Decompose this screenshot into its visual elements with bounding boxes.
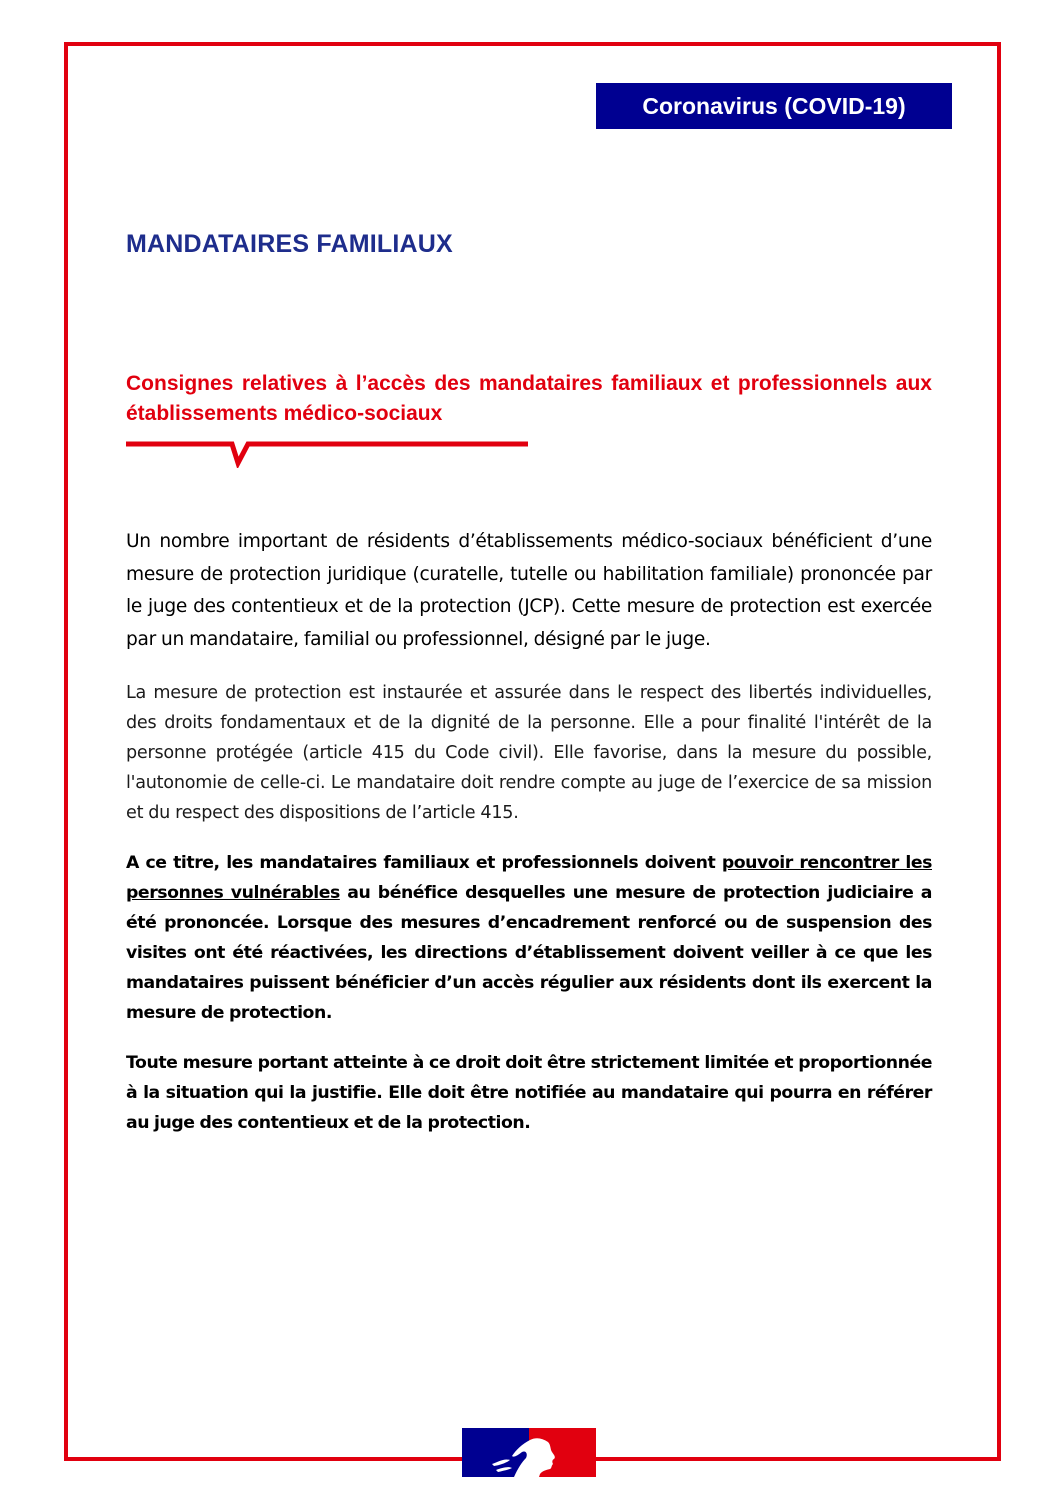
- paragraph-legal: La mesure de protection est instaurée et assurée dans le respect des libertés individuelles, des droits fondamentaux et de la dignité de la personne. Elle a pour finalité l'intérêt de la personne protégée (article 415 du Code civil). Elle favorise, dans la mesure du possible, l'autonomie de celle-ci. Le mandataire doit rendre compte au juge de l’exercice de sa mission et du respect des dispositions de l’article 415.: [126, 683, 932, 823]
- paragraph-access-underlined: pouvoir rencontrer les personnes vulnérables: [126, 853, 932, 903]
- paragraph-access-start: A ce titre, les mandataires familiaux et professionnels doivent: [126, 853, 722, 873]
- topic-badge-label: Coronavirus (COVID-19): [642, 92, 906, 119]
- paragraph-access: [126, 848, 932, 1028]
- paragraph-access-end: au bénéfice desquelles une mesure de protection judiciaire a été prononcée. Lorsque des mesures d’encadrement renforcé ou de suspension des visites ont été réactivées, les directions d’établissement doivent veiller à ce que les mandataires puissent bénéficier d’un accès régulier aux résidents dont ils exercent la mesure de protection.: [126, 883, 932, 1023]
- marianne-logo-icon: [462, 1428, 596, 1477]
- paragraph-limitation: Toute mesure portant atteinte à ce droit doit être strictement limitée et proportionnée à la situation qui la justifie. Elle doit être notifiée au mandataire qui pourra en référer au juge des contentieux et de la protection.: [126, 1053, 932, 1133]
- page-title: MANDATAIRES FAMILIAUX: [126, 230, 453, 258]
- speech-bubble-underline-icon: [126, 440, 528, 468]
- paragraph-intro: Un nombre important de résidents d’établissements médico-sociaux bénéficient d’une mesure de protection juridique (curatelle, tutelle ou habilitation familiale) prononcée par le juge des contentieux et de la protection (JCP). Cette mesure de protection est exercée par un mandataire, familial ou professionnel, désigné par le juge.: [126, 531, 932, 650]
- topic-badge: [596, 83, 952, 129]
- page-subtitle: Consignes relatives à l’accès des mandataires familiaux et professionnels aux établissements médico-sociaux: [126, 372, 932, 425]
- document-body: [126, 526, 932, 1138]
